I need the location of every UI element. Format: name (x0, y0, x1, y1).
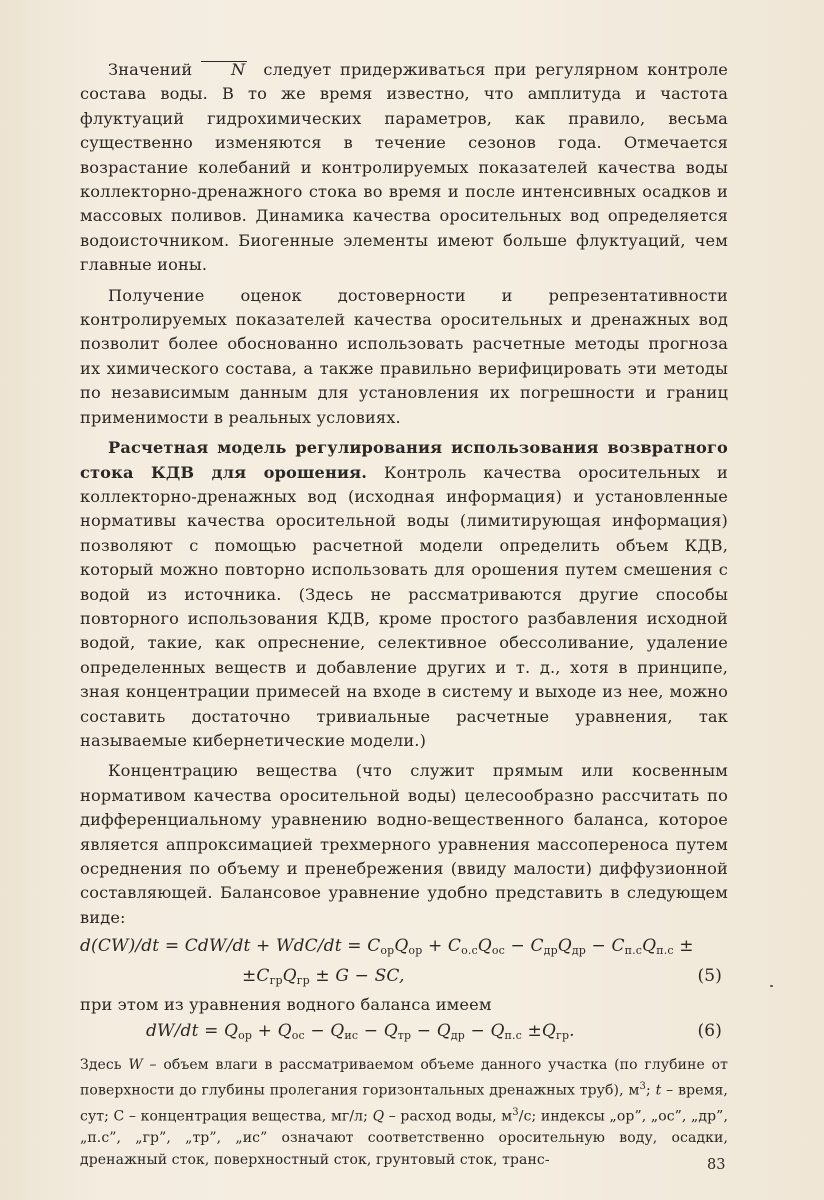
paragraph-4: Концентрацию вещества (что служит прямым или косвенным нормативом качества оросительной воды) целесообразно рассчитать по дифференциальному уравнению водно-вещественного баланса, которое является аппроксимацией трехмерного уравнения массопереноса путем осреднения по объему и пренебрежения (ввиду малости) диффузионной составляющей. Балансовое уравнение удобно представить в следующем виде: (80, 761, 728, 927)
paragraph-1 (80, 58, 728, 278)
paragraph-3 (80, 436, 728, 753)
paragraph-3-text: Контроль качества оросительных и коллекторно-дренажных вод (исходная информация) и установленные нормативы качества оросительной воды (лимитирующая информация) позволяют с помощью расчетной модели определить объем КДВ, который можно повторно использовать для орошения путем смешения с водой из источника. (Здесь не рассматриваются другие способы повторного использования КДВ, кроме простого разбавления исходной водой, такие, как опреснение, селективное обессоливание, удаление определенных веществ и добавление других и т. д., хотя в принципе, зная концентрации примесей на входе в систему и выходе из нее, можно составить достаточно тривиальные расчетные уравнения, так называемые кибернетические модели.) (80, 462, 728, 750)
n-mean-symbol: N (201, 61, 247, 77)
equation-5-terms: $C_{ор}Q_{ор} + C_{о.с}Q_{ос} - C_{др}Q_{др} - C_{п.с}Q_{п.с}$ ± (367, 936, 694, 958)
equation-5-lhs: d(CW)/dt = CdW/dt + WdC/dt = (80, 936, 368, 957)
equation-5-line-1 (80, 934, 728, 963)
paragraph-1-start: Значений (108, 60, 202, 79)
notation-note: Здесь W – объем влаги в рассматриваемом объеме данного участка (по глубине от поверхности до глубины пролегания горизонтальных дренажных труб), $м^3$; t – время, сут; С – концентрация вещества, мг/л; Q – расход воды, $м^3/с$; индексы „ор”, „ос”, „др”, „п.с”, „гр”, „тр”, „ис” означают соответственно оросительную воду, осадки, дренажный сток, поверхностный сток, грунтовый сток, транс- (80, 1056, 728, 1168)
equation-6-number: (6) (697, 1021, 722, 1042)
page-speck (770, 985, 773, 987)
text-body (80, 58, 728, 1171)
equation-5-line-2 (80, 964, 728, 993)
equation-5-line-2-text: $\pm C_{гр}Q_{гр} \pm G$ − SC, (242, 965, 405, 987)
paragraph-2: Получение оценок достоверности и репрезентативности контролируемых показателей качества оросительных и дренажных вод позволит более обоснованно использовать расчетные методы прогноза их химического состава, а также правильно верифицировать эти методы по независимым данным для установления их погрешности и границ применимости в реальных условиях. (80, 285, 728, 427)
between-text: при этом из уравнения водного баланса имеем (80, 995, 492, 1015)
paragraph-1-text: следует придерживаться при регулярном контроле состава воды. В то же время известно, что амплитуда и частота флуктуаций гидрохимических параметров, как правило, весьма существенно изменяются в течение сезонов года. Отмечается возрастание колебаний и контролируемых показателей качества воды коллекторно-дренажного стока во время и после интенсивных осадков и массовых поливов. Динамика качества оросительных вод определяется водоисточником. Биогенные элементы имеют больше флуктуаций, чем главные ионы. (80, 60, 728, 275)
equation-6 (80, 1019, 728, 1048)
equation-5 (80, 934, 728, 993)
equation-5-number: (5) (697, 965, 722, 986)
section-heading: Расчетная модель регулирования использования возвратного стока КДВ для орошения. (80, 438, 728, 482)
equation-6-expr: $dW/dt = Q_{ор} + Q_{ос} - Q_{ис} - Q_{тр} - Q_{др} - Q_{п.с} \pm Q_{гр}$. (146, 1021, 575, 1043)
page-number: 83 (707, 1157, 726, 1173)
